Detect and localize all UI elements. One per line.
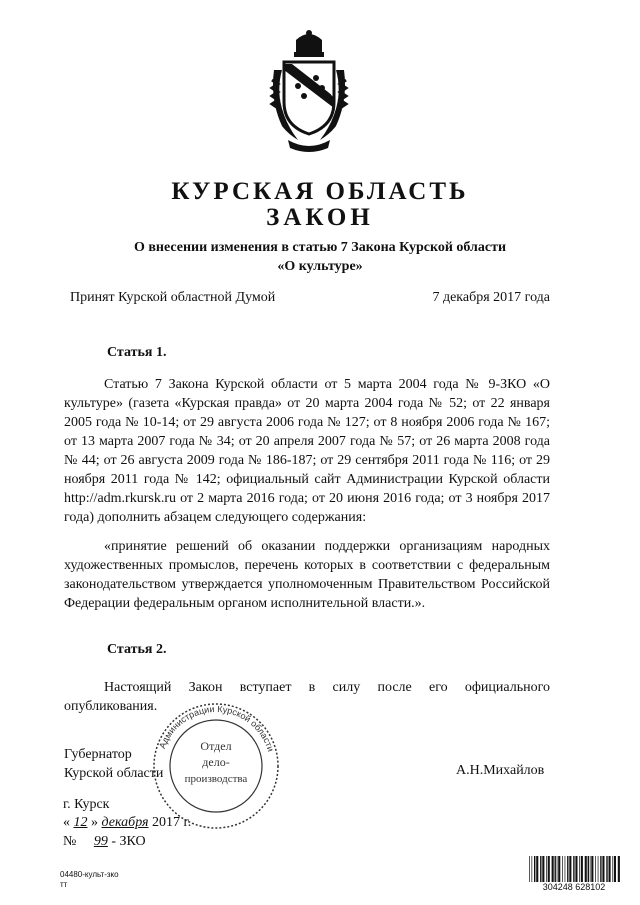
- position-line-1: Губернатор: [64, 747, 132, 762]
- stamp-line-3: производства: [184, 773, 248, 785]
- date-day: 12: [73, 815, 88, 830]
- barcode-bar: [579, 856, 580, 882]
- date-year: 2017 г.: [152, 815, 192, 830]
- registration-code: [60, 870, 119, 890]
- barcode-bar: [532, 856, 533, 882]
- adopted-by: Принят Курской областной Думой: [70, 290, 276, 305]
- barcode-bar: [534, 856, 535, 882]
- barcode-bar: [567, 856, 568, 882]
- barcode-bar: [546, 856, 547, 882]
- barcode-bar: [581, 856, 583, 882]
- barcode-bar: [590, 856, 591, 882]
- article-1-heading: Статья 1.: [107, 345, 167, 360]
- stamp-line-2: дело-: [202, 755, 230, 769]
- barcode-bar: [602, 856, 604, 882]
- barcode-bar: [542, 856, 544, 882]
- date-open-quote: «: [63, 815, 70, 830]
- document-type: ЗАКОН: [266, 204, 374, 231]
- barcode-bar: [612, 856, 613, 882]
- barcode-bar: [600, 856, 601, 882]
- position-line-2: Курской области: [64, 766, 164, 781]
- signatory-position: [64, 745, 163, 783]
- barcode-number: 304248 628102: [528, 882, 620, 892]
- region-title: КУРСКАЯ ОБЛАСТЬ: [171, 178, 469, 205]
- barcode-bar: [555, 856, 556, 882]
- barcode-bar: [529, 856, 530, 882]
- number-value: 99: [93, 834, 108, 849]
- date-close-quote: »: [91, 815, 98, 830]
- barcode-bar: [606, 856, 607, 882]
- registration-initials: тт: [60, 880, 68, 889]
- kursk-coat-of-arms-icon: [268, 30, 350, 152]
- stamp-outer-text: Администрации Курской области: [157, 703, 276, 753]
- office-stamp: [150, 700, 282, 832]
- signing-date: [63, 815, 191, 831]
- number-prefix: №: [63, 834, 77, 849]
- article-1-paragraph-1: Статью 7 Закона Курской области от 5 марта 2004 года № 9-ЗКО «О культуре» (газета «Курская правда» от 20 марта 2004 года № 52; от 22 января 2005 года № 10-14; от 29 августа 2006 года № 127; от 8 ноября 2006 года № 167; от 13 марта 2007 года № 34; от 20 апреля 2007 года № 57; от 26 марта 2008 года № 44; от 26 августа 2009 года № 186-187; от 29 сентября 2011 года № 116; от 29 ноября 2011 года № 142; официальный сайт Администрации Курской области http://adm.rkursk.ru от 2 марта 2016 года; от 20 июня 2016 года; от 3 ноября 2017 года) дополнить абзацем следующего содержания:: [64, 377, 550, 525]
- barcode-bar: [552, 856, 554, 882]
- barcode-bar: [558, 856, 560, 882]
- article-2-paragraph-1: Настоящий Закон вступает в силу после его официального опубликования.: [64, 680, 550, 714]
- number-suffix: - ЗКО: [111, 834, 146, 849]
- barcode-bar: [585, 856, 587, 882]
- law-number: [63, 834, 146, 850]
- barcode-bar: [557, 856, 558, 882]
- registration-code-text: 04480-культ-зко: [60, 870, 119, 879]
- law-subtitle: [0, 238, 640, 276]
- barcode-bar: [565, 856, 566, 882]
- adoption-date: 7 декабря 2017 года: [432, 290, 550, 305]
- barcode-bar: [598, 856, 599, 882]
- barcode-bar: [618, 856, 620, 882]
- barcode-bar: [562, 856, 563, 882]
- barcode-bar: [575, 856, 577, 882]
- subtitle-line-2: «О культуре»: [277, 259, 363, 274]
- barcode-bar: [569, 856, 571, 882]
- date-month: декабря: [101, 815, 149, 830]
- place-of-signing: г. Курск: [63, 797, 110, 812]
- barcode-bar: [614, 856, 616, 882]
- barcode-bar: [588, 856, 589, 882]
- barcode-bar: [573, 856, 574, 882]
- barcode-bar: [548, 856, 550, 882]
- article-2-heading: Статья 2.: [107, 642, 167, 657]
- barcode-bar: [536, 856, 538, 882]
- article-1-paragraph-2: «принятие решений об оказании поддержки организациям народных художественных промыслов, перечень которых в соответствии с федеральным законодательством утверждается уполномоченным Правительством Российской Федерации федеральным органом исполнительной власти.».: [64, 539, 550, 611]
- barcode-bar: [595, 856, 596, 882]
- barcode-bar: [591, 856, 593, 882]
- subtitle-line-1: О внесении изменения в статью 7 Закона Курской области: [133, 240, 507, 255]
- barcode-bar: [540, 856, 541, 882]
- signatory-name: А.Н.Михайлов: [456, 763, 545, 778]
- stamp-line-1: Отдел: [200, 739, 232, 753]
- barcode-bar: [609, 856, 611, 882]
